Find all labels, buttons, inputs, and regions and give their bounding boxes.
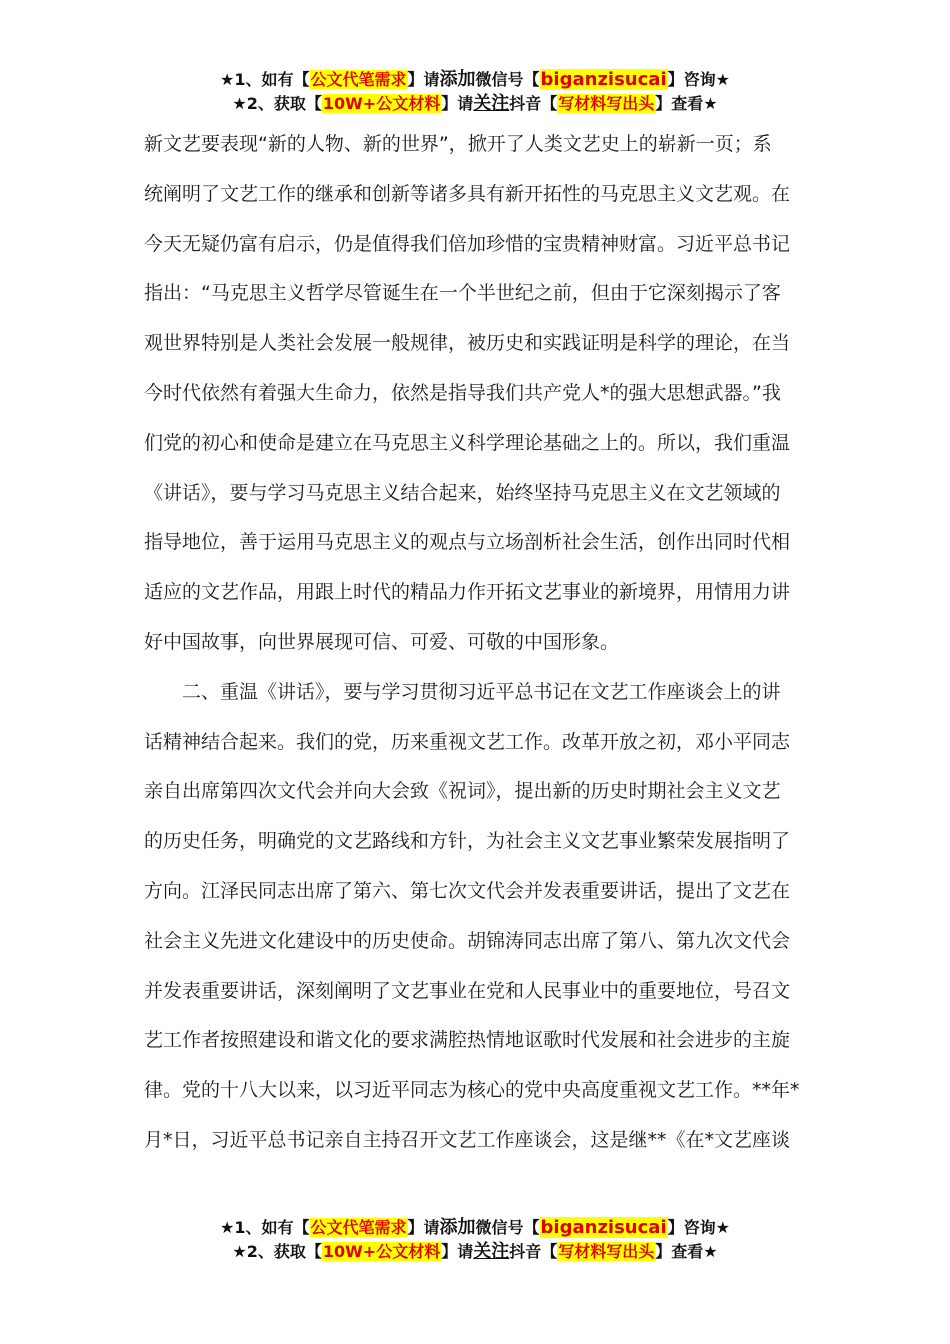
emphasis-add: 添加 [439,1217,476,1238]
header-banner [0,68,950,116]
highlight-materials: 10W+公文材料 [322,94,441,113]
text-line: 指导地位，善于运用马克思主义的观点与立场剖析社会生活，创作出同时代相 [144,531,791,554]
text-line: 好中国故事，向世界展现可信、可爱、可敬的中国形象。 [144,630,620,653]
paragraph-2 [144,668,806,1166]
text-line: 方向。江泽民同志出席了第六、第七次文代会并发表重要讲话，提出了文艺在 [144,879,791,902]
banner-line-2: ★2、获取【10W+公文材料】请关注抖音【写材料写出头】查看★ [232,93,718,114]
highlight-materials: 10W+公文材料 [322,1242,441,1261]
text-line: 亲自出席第四次文代会并向大会致《祝词》，提出新的历史时期社会主义文艺 [144,780,781,803]
text-line: 二、重温《讲话》，要与学习贯彻习近平总书记在文艺工作座谈会上的讲 [144,680,781,703]
document-body [144,120,806,1166]
text-line: 月*日，习近平总书记亲自主持召开文艺工作座谈会，这是继**《在*文艺座谈 [144,1128,791,1151]
emphasis-follow: 关注 [473,93,510,114]
text-line: 们党的初心和使命是建立在马克思主义科学理论基础之上的。所以，我们重温 [144,431,791,454]
text-line: 话精神结合起来。我们的党，历来重视文艺工作。改革开放之初，邓小平同志 [144,730,791,753]
highlight-douyin: 写材料写出头 [558,1242,655,1261]
text-line: 观世界特别是人类社会发展一般规律，被历史和实践证明是科学的理论，在当 [144,332,791,355]
emphasis-follow: 关注 [473,1241,510,1262]
text-line: 《讲话》，要与学习马克思主义结合起来，始终坚持马克思主义在文艺领域的 [144,481,781,504]
text-line: 律。党的十八大以来，以习近平同志为核心的党中央高度重视文艺工作。**年* [144,1079,800,1102]
text-line: 的历史任务，明确党的文艺路线和方针，为社会主义文艺事业繁荣发展指明了 [144,830,791,853]
banner-line-1: ★1、如有【公文代笔需求】请添加微信号【biganzisucai】咨询★ [220,1217,730,1238]
text-line: 统阐明了文艺工作的继承和创新等诸多具有新开拓性的马克思主义文艺观。在 [144,182,791,205]
text-line: 并发表重要讲话，深刻阐明了文艺事业在党和人民事业中的重要地位，号召文 [144,979,791,1002]
highlight-service: 公文代笔需求 [310,1218,407,1237]
text-line: 艺工作者按照建设和谐文化的要求满腔热情地讴歌时代发展和社会进步的主旋 [144,1029,791,1052]
banner-line-2: ★2、获取【10W+公文材料】请关注抖音【写材料写出头】查看★ [232,1241,718,1262]
emphasis-add: 添加 [439,69,476,90]
highlight-wechat-id: biganzisucai [540,69,667,90]
text-line: 今天无疑仍富有启示，仍是值得我们倍加珍惜的宝贵精神财富。习近平总书记 [144,232,791,255]
text-line: 新文艺要表现“新的人物、新的世界”，掀开了人类文艺史上的崭新一页；系 [144,133,772,155]
text-line: 社会主义先进文化建设中的历史使命。胡锦涛同志出席了第八、第九次文代会 [144,929,791,952]
paragraph-1 [144,120,806,668]
text-line: 指出：“马克思主义哲学尽管诞生在一个半世纪之前，但由于它深刻揭示了客 [144,282,781,305]
highlight-service: 公文代笔需求 [310,70,407,89]
text-line: 适应的文艺作品，用跟上时代的精品力作开拓文艺事业的新境界，用情用力讲 [144,581,791,604]
banner-line-1: ★1、如有【公文代笔需求】请添加微信号【biganzisucai】咨询★ [220,69,730,90]
highlight-douyin: 写材料写出头 [558,94,655,113]
highlight-wechat-id: biganzisucai [540,1217,667,1238]
text-line: 今时代依然有着强大生命力，依然是指导我们共产党人*的强大思想武器。”我 [144,381,781,404]
footer-banner [0,1216,950,1264]
